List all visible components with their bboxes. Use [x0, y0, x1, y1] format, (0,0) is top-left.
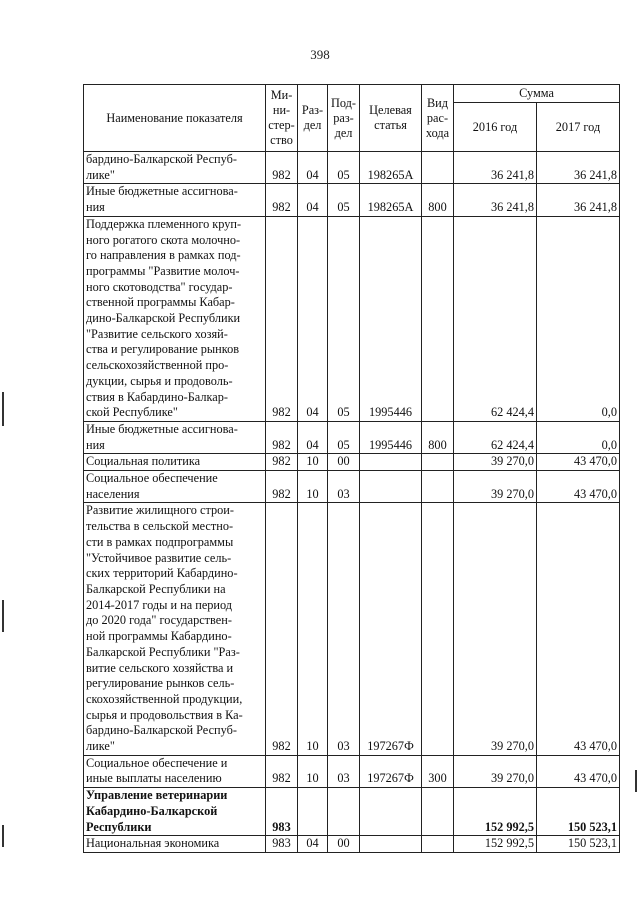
cell-name: Социальная политика	[84, 454, 266, 471]
cell-subsection: 05	[328, 216, 360, 421]
header-name: Наименование показателя	[84, 85, 266, 152]
header-expense-type: Вид рас- хода	[422, 85, 454, 152]
cell-ministry: 983	[266, 788, 298, 836]
cell-sum-2016: 152 992,5	[454, 788, 537, 836]
cell-ministry: 982	[266, 454, 298, 471]
cell-ministry: 982	[266, 184, 298, 216]
cell-name: Социальное обеспечение населения	[84, 471, 266, 503]
cell-section: 10	[298, 503, 328, 755]
cell-ministry: 982	[266, 152, 298, 184]
header-sum: Сумма	[454, 85, 620, 103]
cell-subsection: 00	[328, 454, 360, 471]
table-row	[84, 184, 620, 216]
cell-sum-2016: 39 270,0	[454, 471, 537, 503]
cell-section	[298, 788, 328, 836]
cell-sum-2017: 0,0	[537, 421, 620, 453]
cell-name: Управление ветеринарии Кабардино-Балкарской Республики	[84, 788, 266, 836]
cell-expense-type	[422, 503, 454, 755]
cell-ministry: 982	[266, 421, 298, 453]
cell-section: 04	[298, 216, 328, 421]
cell-sum-2017: 150 523,1	[537, 788, 620, 836]
table-row	[84, 216, 620, 421]
cell-ministry: 983	[266, 836, 298, 853]
cell-sum-2016: 39 270,0	[454, 503, 537, 755]
cell-section: 10	[298, 755, 328, 787]
table-row	[84, 755, 620, 787]
cell-sum-2017: 43 470,0	[537, 454, 620, 471]
cell-name: Социальное обеспечение и иные выплаты населению	[84, 755, 266, 787]
cell-subsection: 05	[328, 152, 360, 184]
cell-target: 198265А	[360, 184, 422, 216]
cell-sum-2016: 36 241,8	[454, 184, 537, 216]
header-section: Раз- дел	[298, 85, 328, 152]
cell-ministry: 982	[266, 216, 298, 421]
cell-subsection: 05	[328, 184, 360, 216]
cell-name: Иные бюджетные ассигнова- ния	[84, 421, 266, 453]
cell-ministry: 982	[266, 755, 298, 787]
cell-sum-2017: 36 241,8	[537, 152, 620, 184]
cell-target: 197267Ф	[360, 755, 422, 787]
scan-edge-mark	[2, 825, 4, 847]
cell-target	[360, 788, 422, 836]
cell-sum-2017: 43 470,0	[537, 471, 620, 503]
cell-section: 04	[298, 421, 328, 453]
cell-target: 197267Ф	[360, 503, 422, 755]
cell-sum-2017: 36 241,8	[537, 184, 620, 216]
cell-name: бардино-Балкарской Респуб- лике"	[84, 152, 266, 184]
scan-edge-mark	[2, 600, 4, 632]
cell-target	[360, 471, 422, 503]
cell-expense-type	[422, 454, 454, 471]
table-row	[84, 421, 620, 453]
table-row	[84, 836, 620, 853]
cell-sum-2016: 62 424,4	[454, 421, 537, 453]
budget-table	[83, 84, 620, 853]
cell-target: 1995446	[360, 421, 422, 453]
cell-name: Развитие жилищного строи- тельства в сельской местно- сти в рамках подпрограммы "Устойчивое развитие сель- ских территорий Кабардино- Балкарской Республики на 2014-2017 годы и на период до 2020 года" государствен- ной программы Кабардино- Балкарской Республики "Раз- витие сельского хозяйства и регулирование рынков сель- скохозяйственной продукции, сырья и продовольствия в Ка- бардино-Балкарской Респуб- лике"	[84, 503, 266, 755]
cell-expense-type	[422, 471, 454, 503]
scan-edge-mark	[635, 770, 637, 792]
header-ministry: Ми- ни- стер- ство	[266, 85, 298, 152]
cell-sum-2016: 62 424,4	[454, 216, 537, 421]
cell-sum-2017: 150 523,1	[537, 836, 620, 853]
cell-ministry: 982	[266, 471, 298, 503]
cell-subsection: 03	[328, 503, 360, 755]
cell-sum-2016: 152 992,5	[454, 836, 537, 853]
cell-subsection: 05	[328, 421, 360, 453]
table-row	[84, 152, 620, 184]
cell-sum-2016: 39 270,0	[454, 454, 537, 471]
cell-target: 198265А	[360, 152, 422, 184]
table-body	[84, 152, 620, 853]
cell-sum-2017: 0,0	[537, 216, 620, 421]
table-row	[84, 454, 620, 471]
cell-section: 04	[298, 184, 328, 216]
cell-name: Национальная экономика	[84, 836, 266, 853]
cell-target	[360, 836, 422, 853]
cell-sum-2016: 39 270,0	[454, 755, 537, 787]
header-year-2017: 2017 год	[537, 103, 620, 152]
cell-expense-type	[422, 836, 454, 853]
scan-edge-mark	[2, 392, 4, 426]
cell-expense-type	[422, 216, 454, 421]
cell-ministry: 982	[266, 503, 298, 755]
cell-section: 10	[298, 471, 328, 503]
cell-expense-type	[422, 152, 454, 184]
cell-sum-2016: 36 241,8	[454, 152, 537, 184]
header-row-1	[84, 85, 620, 103]
header-target: Целевая статья	[360, 85, 422, 152]
table-row	[84, 471, 620, 503]
cell-name: Поддержка племенного круп- ного рогатого скота молочно- го направления в рамках под- программы "Развитие молоч- ного скотоводства" государ- ственной программы Кабар- дино-Балкарской Республики "Развитие сельского хозяй- ства и регулирование рынков сельскохозяйственной про- дукции, сырья и продоволь- ствия в Кабардино-Балкар- ской Республике"	[84, 216, 266, 421]
cell-subsection	[328, 788, 360, 836]
cell-target	[360, 454, 422, 471]
cell-section: 04	[298, 152, 328, 184]
cell-sum-2017: 43 470,0	[537, 755, 620, 787]
cell-subsection: 00	[328, 836, 360, 853]
cell-expense-type: 800	[422, 184, 454, 216]
cell-section: 04	[298, 836, 328, 853]
table-row	[84, 503, 620, 755]
cell-subsection: 03	[328, 755, 360, 787]
header-year-2016: 2016 год	[454, 103, 537, 152]
table-row	[84, 788, 620, 836]
cell-expense-type: 300	[422, 755, 454, 787]
cell-target: 1995446	[360, 216, 422, 421]
cell-expense-type	[422, 788, 454, 836]
cell-sum-2017: 43 470,0	[537, 503, 620, 755]
cell-name: Иные бюджетные ассигнова- ния	[84, 184, 266, 216]
header-subsection: Под- раз- дел	[328, 85, 360, 152]
cell-section: 10	[298, 454, 328, 471]
page-number: 398	[310, 47, 330, 62]
cell-subsection: 03	[328, 471, 360, 503]
cell-expense-type: 800	[422, 421, 454, 453]
